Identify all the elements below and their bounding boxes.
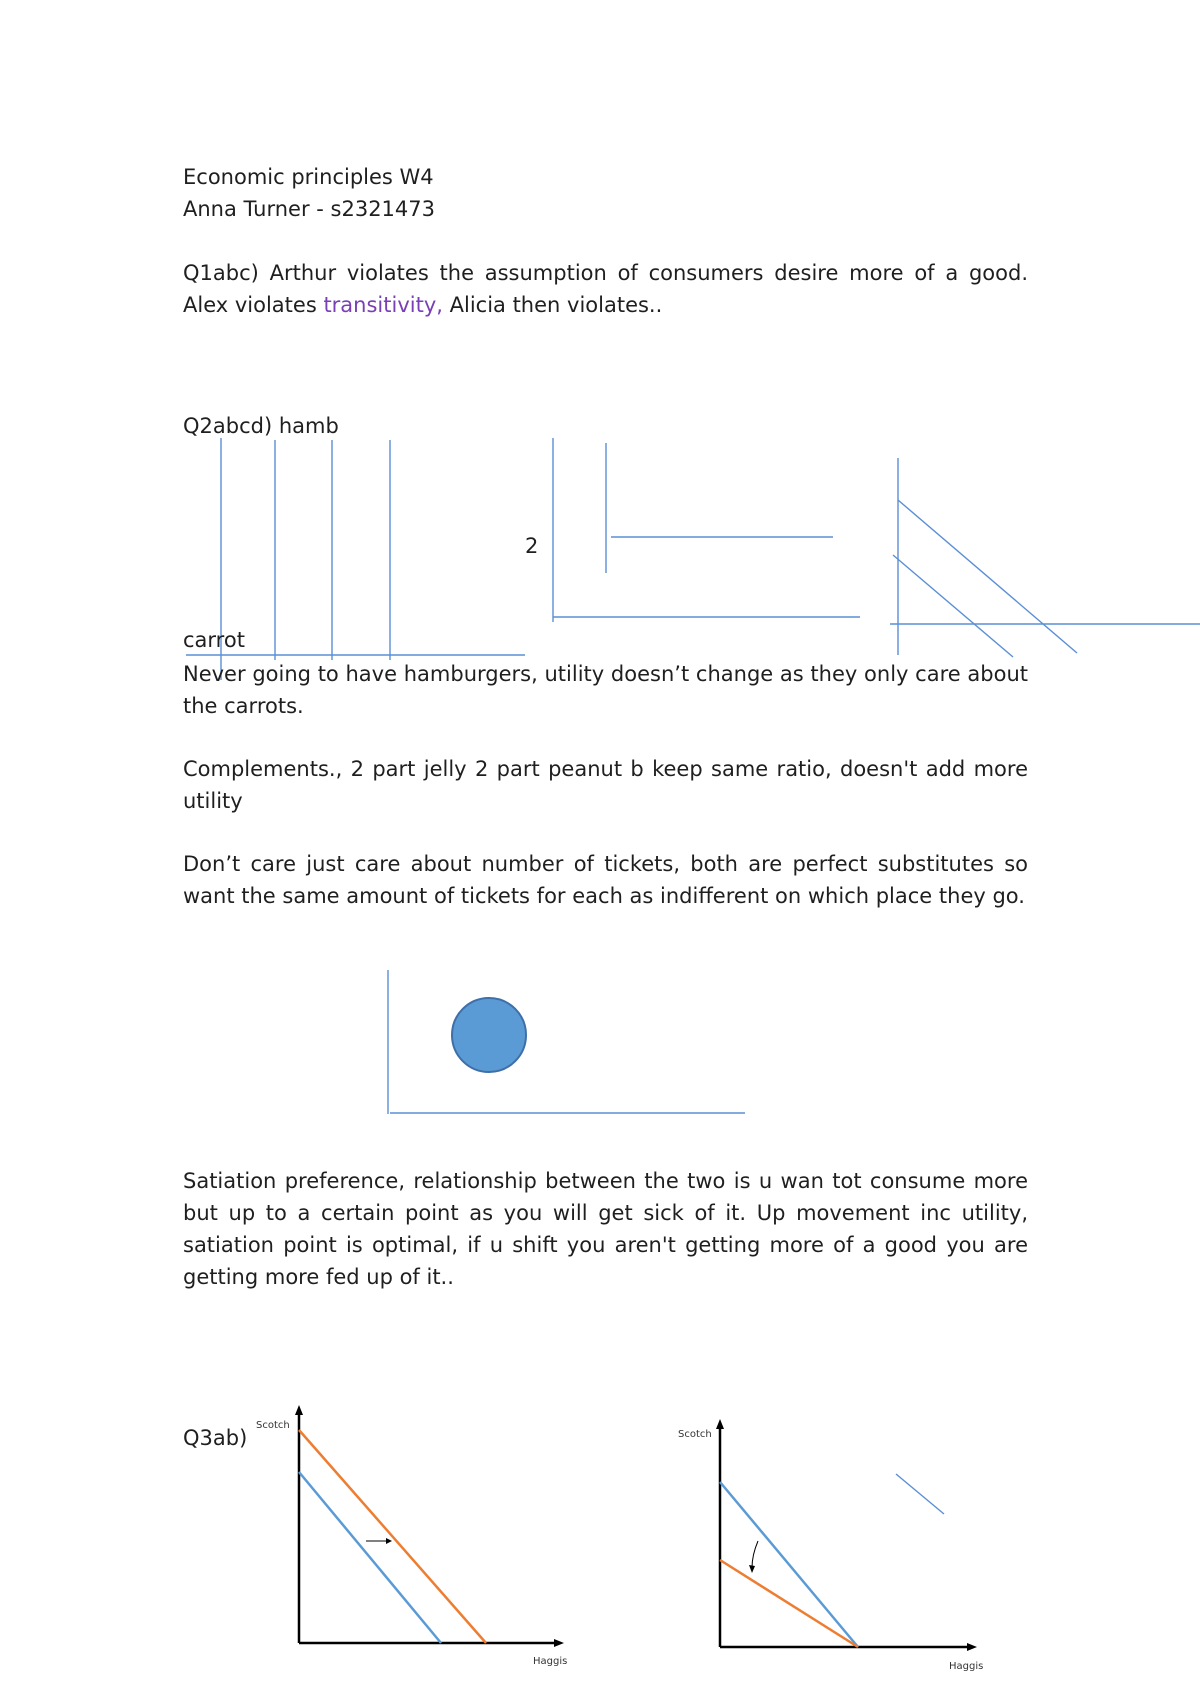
q3a-budget-original [299,1472,441,1643]
author-line: Anna Turner - s2321473 [183,197,435,221]
q1-text-before: Q1abc) Arthur violates the assumption of consumers desire more of a good. Alex violates [183,261,1028,317]
q3-heading: Q3ab) [183,1426,248,1450]
document-title: Economic principles W4 [183,165,434,189]
q3a-x-arrow [554,1639,564,1647]
q3b-x-arrow [967,1643,977,1651]
q3a-budget-new [299,1430,486,1643]
q2a-answer: Never going to have hamburgers, utility doesn’t change as they only care about the carrots. [183,662,1028,718]
q3b-budget-original [720,1482,858,1647]
q3b-x-label: Haggis [949,1661,984,1672]
q2b-answer: Complements., 2 part jelly 2 part peanut b keep same ratio, doesn't add more utility [183,757,1028,813]
q3b-budget-new [720,1560,858,1647]
q3b-pivot-arrowhead [749,1565,755,1573]
q2d-answer: Satiation preference, relationship between the two is u wan tot consume more but up to a certain point as you will get sick of it. Up movement inc utility, satiation point is optimal, if u shift you aren't getting more of a good you are getting more fed up of it.. [183,1169,1028,1289]
q3a-x-label: Haggis [533,1656,568,1667]
q3b-graph [678,1419,983,1672]
q2c-answer: Don’t care just care about number of tickets, both are perfect substitutes so want the same amount of tickets for each as indifferent on which place they go. [183,852,1028,908]
q3a-graph [256,1405,567,1667]
q2a-carrot-label: carrot [183,628,245,652]
q2-heading: Q2abcd) hamb [183,414,339,438]
q1-text-after: Alicia then violates.. [442,293,663,317]
q3a-y-label: Scotch [256,1420,290,1431]
q3b-y-label: Scotch [678,1429,712,1440]
q3b-stray-mark [896,1474,944,1514]
q3a-shift-arrowhead [386,1538,392,1544]
q3b-pivot-arrow [752,1541,758,1568]
q2b-label-two: 2 [525,534,539,558]
q3b-y-arrow [716,1419,724,1429]
q1-highlight: transitivity, [323,293,443,317]
q3a-y-arrow [295,1405,303,1415]
